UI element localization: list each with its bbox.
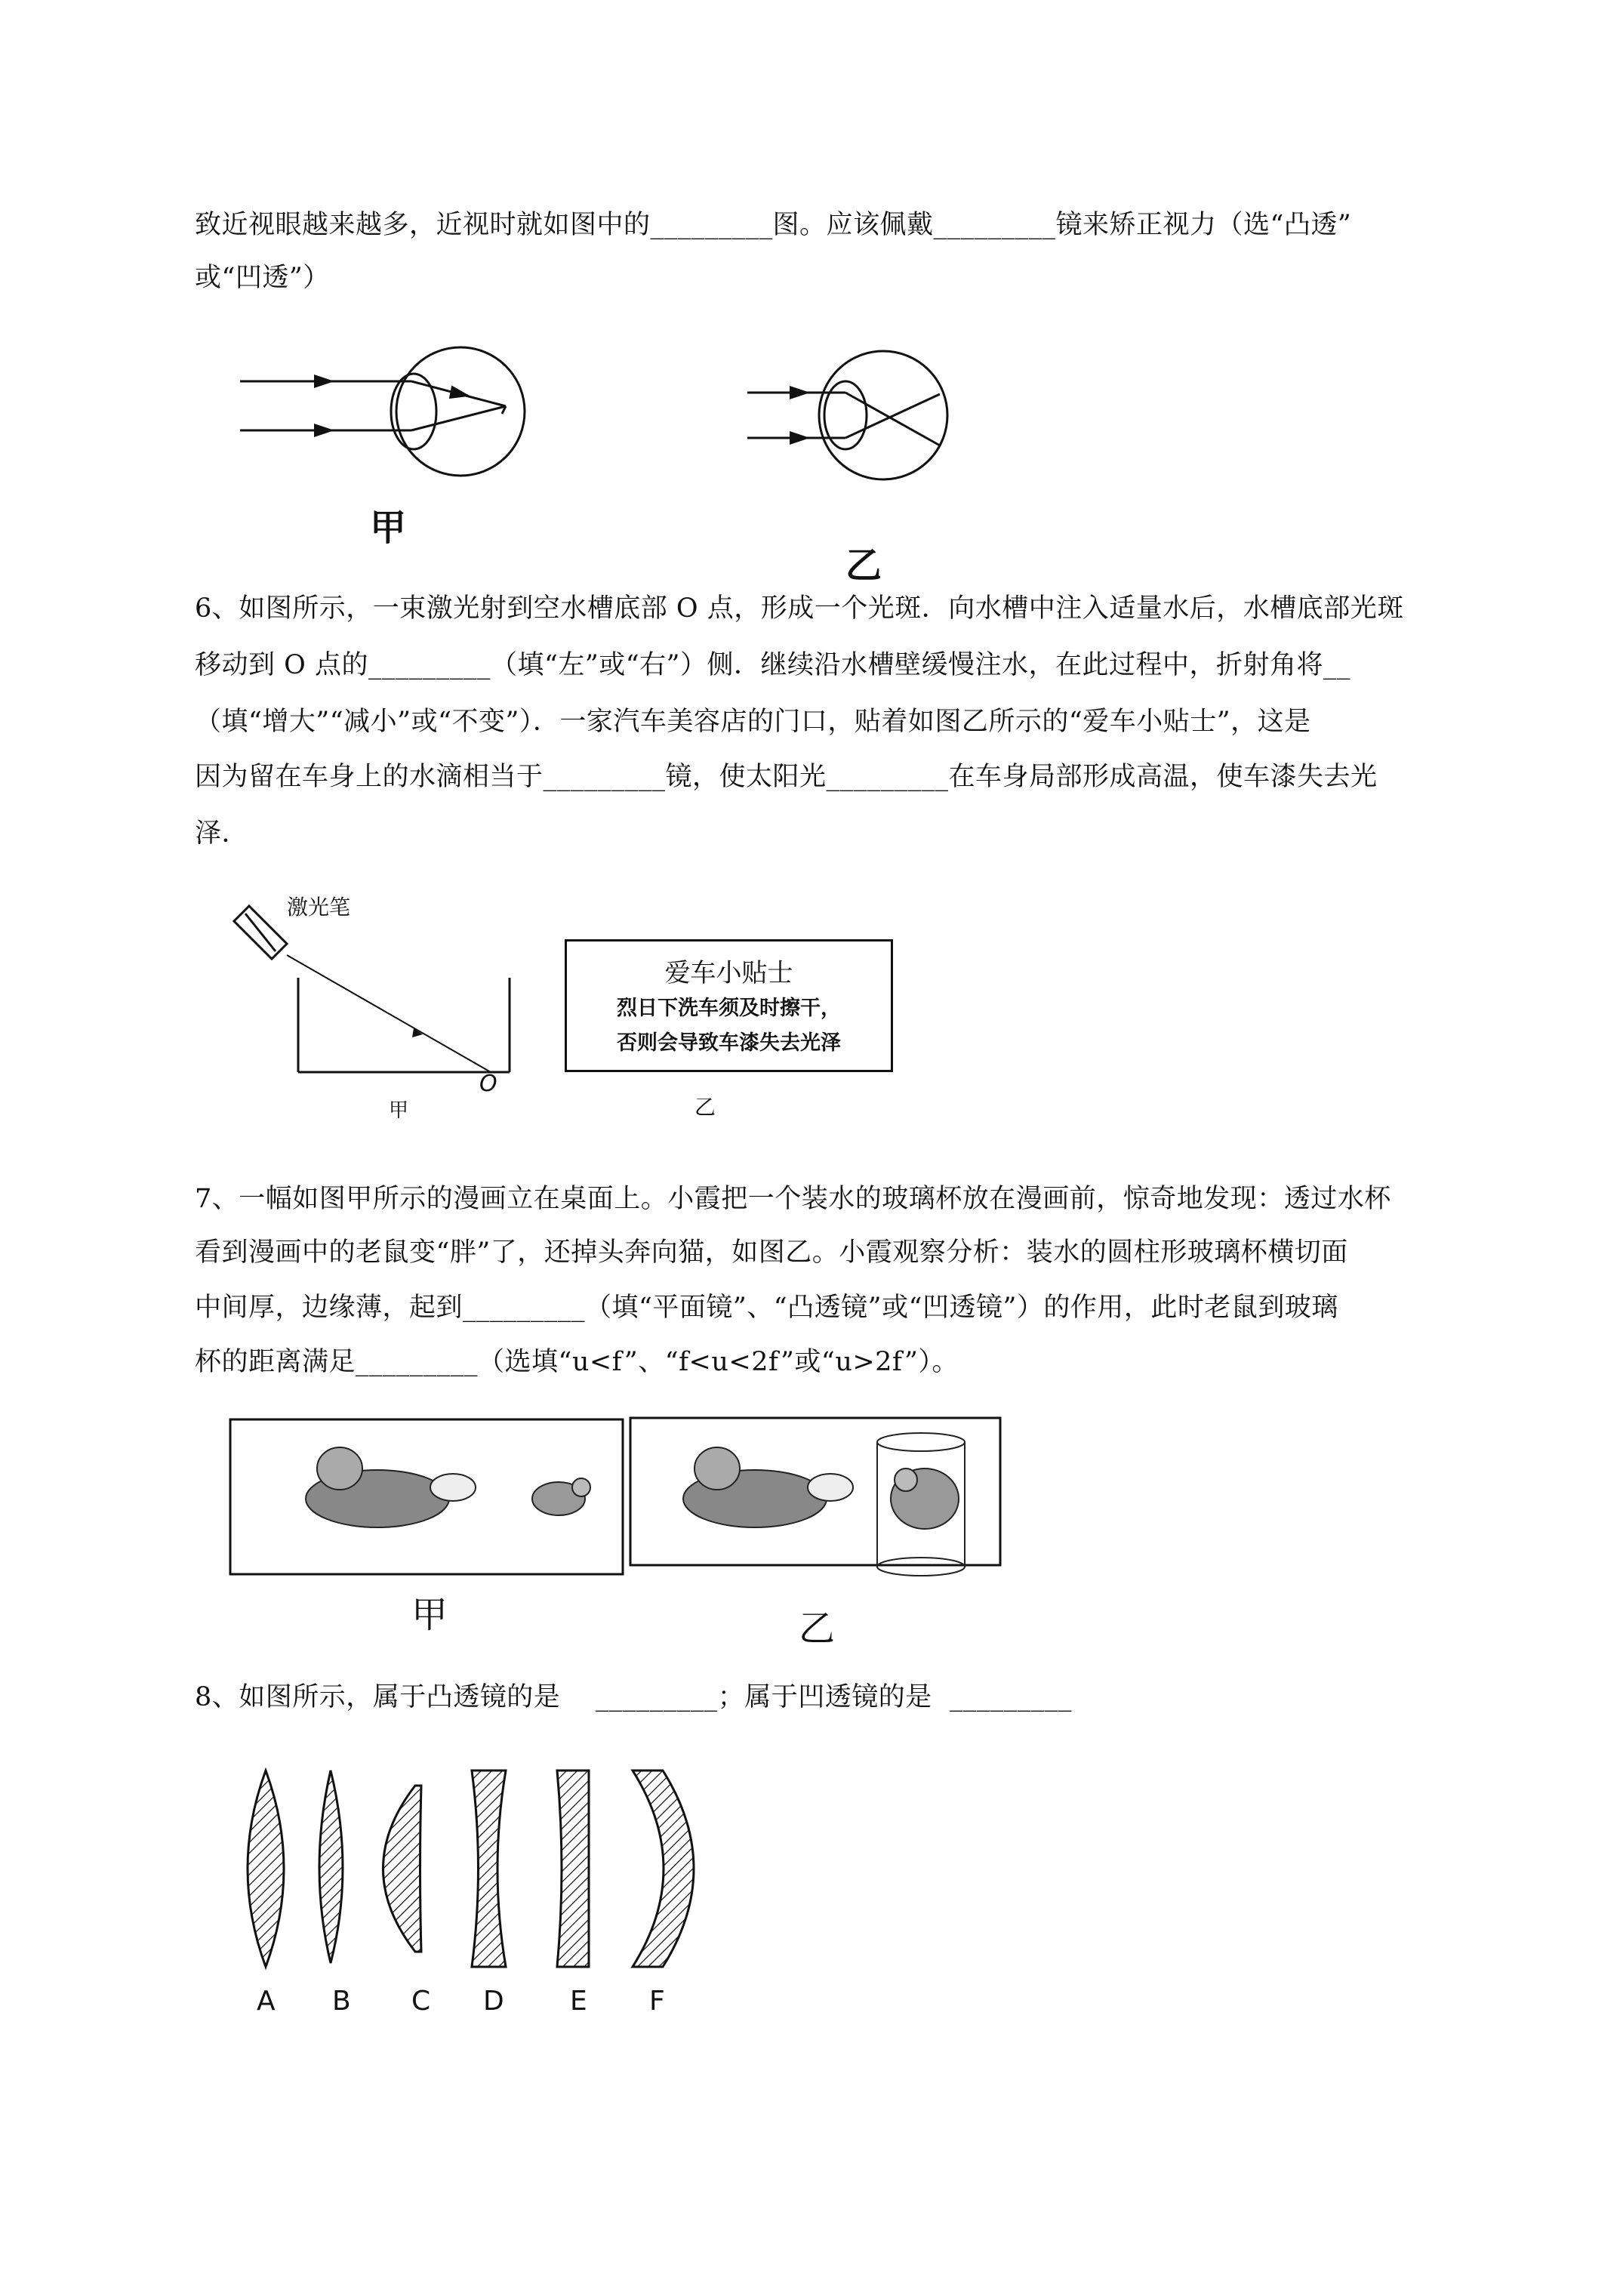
q6-line-2: 移动到 O 点的_________（填“左”或“右”）侧．继续沿水槽壁缓慢注水，在此过程中，折射角将__ [195, 650, 1351, 680]
lens-b-shape [319, 1771, 343, 1963]
q7-line-2: 看到漫画中的老鼠变“胖”了，还掉头奔向猫，如图乙。小霞观察分析：装水的圆柱形玻璃杯横切面 [195, 1237, 1348, 1268]
mouse-drawing-b [891, 1469, 959, 1529]
sticker-line-1: 烈日下洗车须及时擦干， [617, 997, 841, 1020]
lens-e-label: E [570, 1986, 587, 2017]
eye-diagram-b [747, 351, 947, 479]
q6-line-1: 6、如图所示，一束激光射到空水槽底部 O 点，形成一个光斑．向水槽中注入适量水后，水槽底部光斑 [195, 593, 1404, 624]
lens-d-label: D [483, 1986, 504, 2017]
comic-figure-a-label: 甲 [411, 1594, 448, 1636]
lens-a-shape [248, 1771, 284, 1967]
comic-figure-b-label: 乙 [799, 1607, 836, 1650]
q7-line-3: 中间厚，边缘薄，起到_________（填“平面镜”、“凸透镜”或“凹透镜”）的作用，此时老鼠到玻璃 [195, 1293, 1338, 1323]
q7-line-4: 杯的距离满足_________（选填“u<f”、“f<u<2f”或“u>2f”）。 [195, 1347, 959, 1377]
eye-figure-b-label: 乙 [845, 544, 882, 587]
eye-diagram-a [240, 347, 525, 476]
car-care-sticker [565, 939, 893, 1072]
lens-c-shape [383, 1786, 422, 1952]
q6-line-3: （填“增大”“减小”或“不变”）．一家汽车美容店的门口，贴着如图乙所示的“爱车小贴士”，这是 [195, 707, 1311, 737]
q7-line-1: 7、一幅如图甲所示的漫画立在桌面上。小霞把一个装水的玻璃杯放在漫画前，惊奇地发现：透过水杯 [195, 1184, 1391, 1214]
lens-set-figure [226, 1737, 755, 2016]
eye-figure-a-label: 甲 [370, 507, 407, 549]
laser-beam [287, 955, 491, 1072]
lens-b-label: B [332, 1986, 351, 2017]
eye-diagrams-figure [226, 332, 981, 544]
cat-drawing-a [306, 1447, 476, 1527]
q8-line-1: 8、如图所示，属于凸透镜的是 _________；属于凹透镜的是 _________ [195, 1682, 1073, 1712]
lens-f-shape [633, 1771, 694, 1967]
q6-line-4: 因为留在车身上的水滴相当于_________镜，使太阳光_________在车身局部形成高温，使车漆失去光 [195, 762, 1378, 792]
lens-d-shape [472, 1771, 506, 1967]
point-o-label: O [479, 1071, 497, 1097]
cat-drawing-b [683, 1447, 853, 1527]
lens-c-label: C [411, 1986, 431, 2017]
laser-pen-label: 激光笔 [287, 895, 351, 920]
mouse-drawing-a [532, 1478, 590, 1515]
sticker-line-2: 否则会导致车漆失去光泽 [617, 1031, 841, 1055]
q5-line-1: 致近视眼越来越多，近视时就如图中的_________图。应该佩戴_________镜来矫正视力（选“凸透” [195, 210, 1352, 240]
sticker-figure-label: 乙 [694, 1095, 716, 1120]
q5-line-2: 或“凹透”） [195, 263, 330, 293]
tank-figure-label: 甲 [389, 1099, 409, 1122]
comic-panels-figure [226, 1416, 1004, 1582]
q6-line-5: 泽． [195, 818, 249, 849]
sticker-title: 爱车小贴士 [664, 958, 793, 988]
lens-f-label: F [649, 1986, 665, 2017]
lens-a-label: A [257, 1986, 276, 2017]
lens-e-shape [557, 1771, 589, 1967]
